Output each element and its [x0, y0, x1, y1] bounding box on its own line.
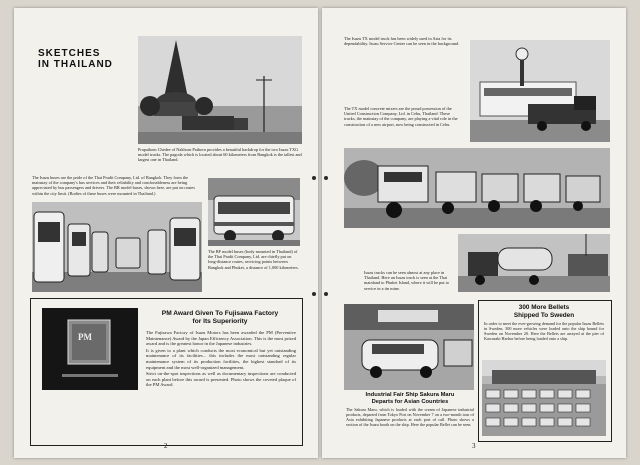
- tanker-truck-photo: [458, 234, 610, 292]
- award-body: The Fujisawa Factory of Isuzu Motors has been awarded the PM (Preventive Maintenance) Award by the Japan Efficiency Association. This is the most prized award and is the greatest honor in the Japanese industries. It is given to a plant which conducts the most economical but yet outstanding maintenance of its facilities... this includes the most outstanding regular maintenance system of its production facilities, the highest standard of its equipment and the most well-organized management. Strict on-the-spot inspections as well as documentary inspections are conducted on each plant before this award is presented. Photo shows the coveted plaque of the PM Award.: [146, 330, 296, 388]
- award-plaque-photo: [42, 308, 138, 390]
- binder-hole: [324, 292, 328, 296]
- caption-bus-long: The BF model buses (body mounted in Thailand) of the Thai Pradit Company, Ltd. are chiefly put on long-distance routes, servicing points between Bangkok and Phuket, a distance of 1,000 kilometers.: [208, 249, 299, 270]
- caption-tanker: Isuzu trucks can be seen almost at any place in Thailand. Here an Isuzu truck is seen at the Thai mainland to Phuket Island, where it will be put to service in a tin mine.: [364, 270, 449, 291]
- concrete-mixer-fleet-photo: [344, 148, 610, 228]
- fair-body: The Sakura Maru, which is loaded with the cream of Japanese industrial products, departed from Tokyo Port on November 7 on a two-month tour of Asia exhibiting Japanese products at each port of call. Photo shows a section of the Isuzu booth on the ship. Here the popular Bellet can be seen.: [346, 407, 474, 428]
- binder-hole: [312, 292, 316, 296]
- fair-title: Industrial Fair Ship Sakura Maru Departs for Asian Countries: [365, 392, 455, 405]
- page-number: 3: [472, 442, 476, 450]
- caption-pagoda: Prapathom Chedee of Nakhorn Pathorn provides a beautiful backdrop for the two Isuzu TXG model trucks. The pagoda which is located about 60 kilometers from Bangkok is the tallest and largest one in Thailand.: [138, 147, 302, 163]
- sweden-title: 300 More Bellets Shipped To Sweden: [513, 304, 575, 319]
- award-title: PM Award Given To Fujisawa Factory for Its Superiority: [161, 310, 279, 325]
- bus-fleet-photo: [32, 202, 202, 292]
- plaque-label: PM: [78, 332, 92, 342]
- sakura-maru-booth-photo: [344, 304, 474, 390]
- binder-hole: [312, 176, 316, 180]
- page-number: 2: [164, 442, 168, 450]
- sweden-body: In order to meet the ever-growing demand for the popular Isuzu Bellets in Sweden, 300 more vehicles were loaded onto the ship bound for Sweden on November 20. Here the Bellets are arrayed at the pier of Kawasaki Harbor before being loaded onto a ship.: [484, 321, 604, 341]
- pagoda-photo: [138, 36, 302, 144]
- right-page: [322, 8, 626, 458]
- section-title: SKETCHES IN THAILAND: [38, 48, 113, 70]
- binder-hole: [324, 176, 328, 180]
- caption-buses: The Isuzu buses are the pride of the Thai Pradit Company, Ltd. of Bangkok. They form the mainstay of the company's bus services and their reliability and comfortableness are being appreciated by bus passengers and drivers. The BR model buses, shown here, are put on routes within the city limit. (Bodies of these buses were mounted in Thailand.): [32, 175, 195, 196]
- bellets-pier-photo: [482, 360, 606, 436]
- bus-photo: [208, 178, 300, 246]
- caption-tx-showroom: The Isuzu TX model truck has been widely used in Asia for its dependability. Isuzu Service Center can be seen in the background.: [344, 36, 460, 47]
- service-center-photo: [470, 40, 610, 142]
- caption-tx-fleet: The TX model concrete mixers are the proud possession of the United Construction Company, Ltd. in Cebu, Thailand. These trucks, the mainstay of the company, are playing a vital role in the construction of a new airport, now being constructed in Cebu.: [344, 106, 458, 127]
- left-page: [14, 8, 318, 458]
